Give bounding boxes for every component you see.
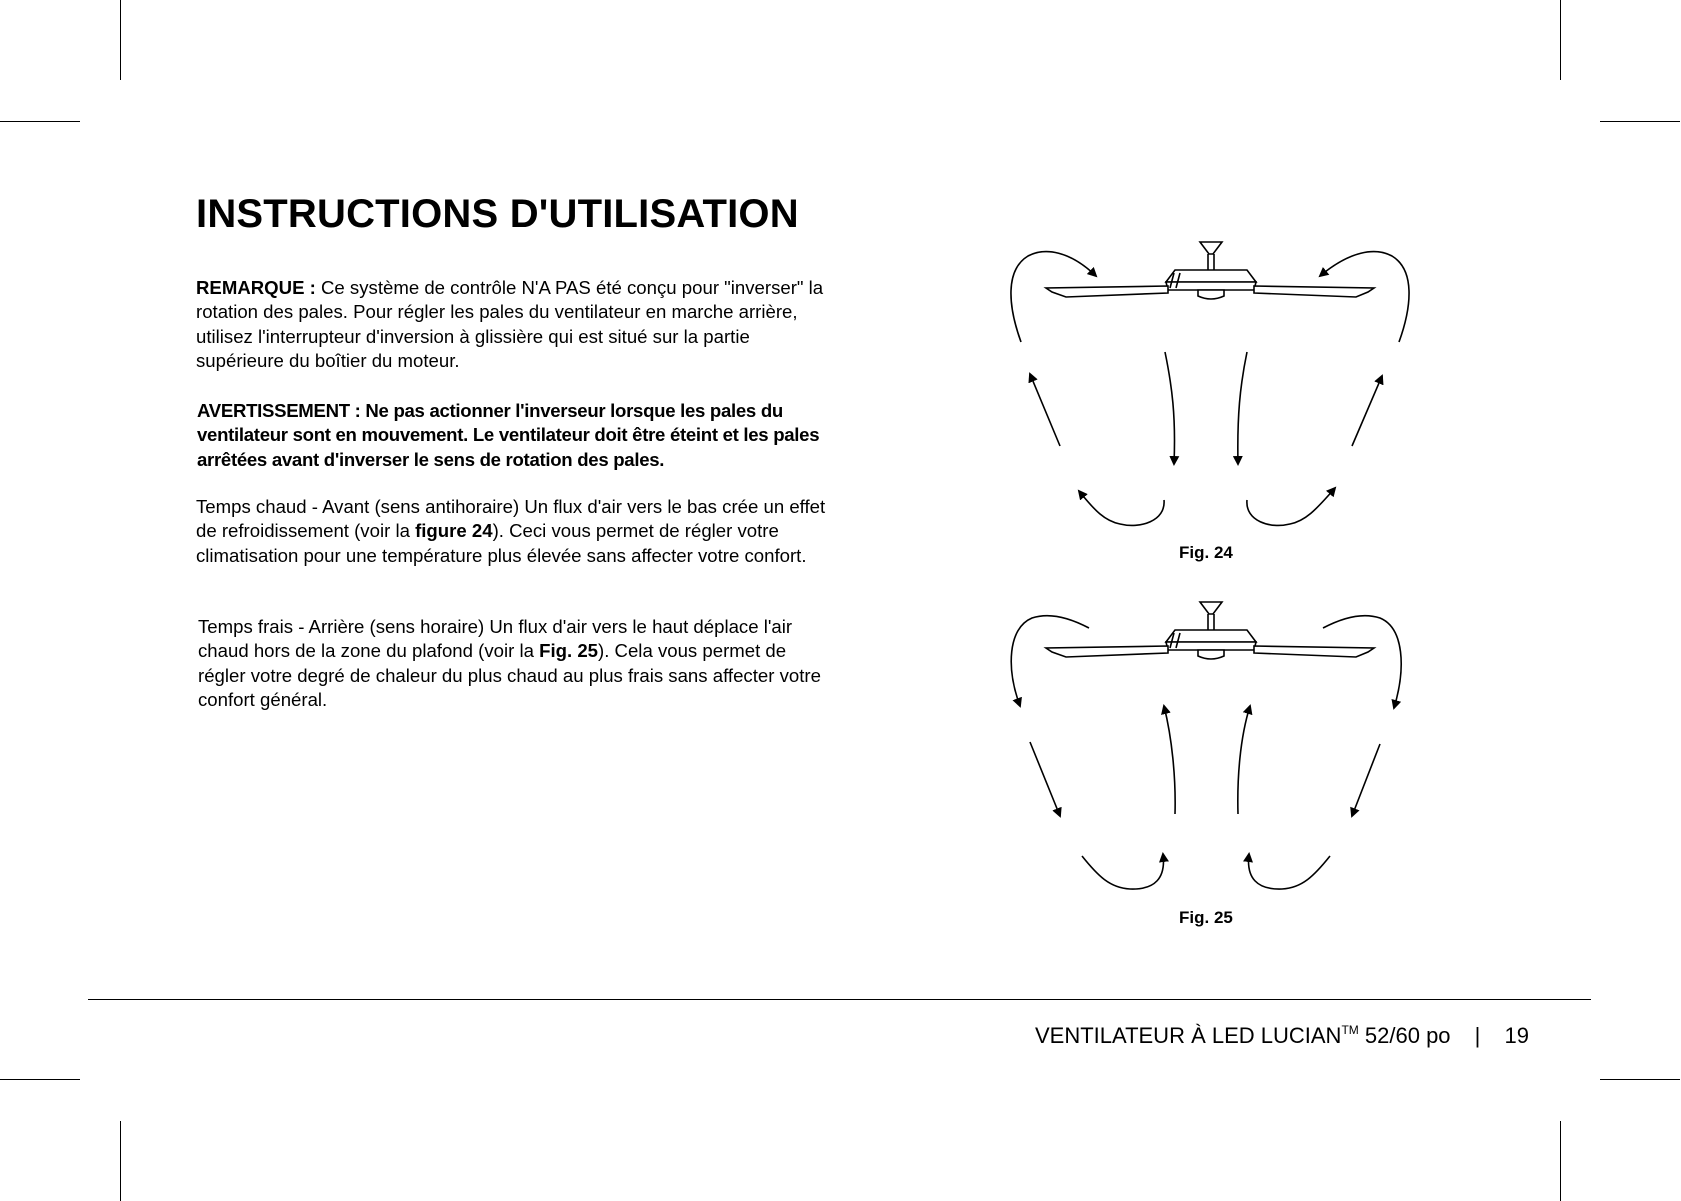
ceiling-fan-icon: [1046, 242, 1374, 299]
page-number: 19: [1504, 1023, 1529, 1048]
warm-text-2: ). Ceci vous permet de régler votre climatisation pour une température plus élevée sans affecter votre confort.: [196, 520, 807, 566]
cool-text-2: ). Cela vous permet de régler votre degré de chaleur du plus chaud au plus frais sans affecter votre confort général.: [198, 640, 821, 711]
crop-mark: [120, 0, 121, 80]
crop-mark: [1560, 0, 1561, 80]
fig-25-diagram: [1000, 598, 1420, 898]
cool-weather-paragraph: [198, 615, 838, 713]
crop-mark: [0, 121, 80, 122]
figure-24-reference: figure 24: [415, 520, 493, 542]
warning-paragraph: [197, 399, 837, 472]
warm-text-1: Temps chaud - Avant (sens antihoraire) Un flux d'air vers le bas crée un effet de refroidissement (voir la: [196, 496, 826, 542]
ceiling-fan-icon: [1046, 602, 1374, 659]
figure-25-reference: Fig. 25: [539, 640, 599, 662]
footer-divider: [88, 999, 1591, 1000]
fig-25-caption: Fig. 25: [1179, 908, 1233, 927]
footer-product-name: VENTILATEUR À LED LUCIAN: [1035, 1023, 1342, 1048]
note-paragraph: [196, 276, 836, 374]
cool-text-1: Temps frais - Arrière (sens horaire) Un flux d'air vers le haut déplace l'air chaud hors de la zone du plafond (voir la: [198, 616, 793, 662]
warning-label: AVERTISSEMENT :: [197, 400, 361, 421]
crop-mark: [1600, 1079, 1680, 1080]
crop-mark: [1560, 1121, 1561, 1201]
warning-text: Ne pas actionner l'inverseur lorsque les pales du ventilateur sont en mouvement. Le ventilateur doit être éteint et les pales arrêtées avant d'inverser le sens de rotation des pales.: [197, 400, 820, 470]
crop-mark: [120, 1121, 121, 1201]
crop-mark: [1600, 121, 1680, 122]
footer-size: 52/60 po: [1364, 1023, 1451, 1048]
note-label: REMARQUE :: [196, 277, 316, 298]
warm-weather-paragraph: [196, 495, 836, 568]
crop-mark: [0, 1079, 80, 1080]
footer-separator: |: [1474, 1023, 1481, 1048]
page-title: INSTRUCTIONS D'UTILISATION: [196, 192, 799, 236]
note-text: Ce système de contrôle N'A PAS été conçu pour "inverser" la rotation des pales. Pour régler les pales du ventilateur en marche arrière, utilisez l'interrupteur d'inversion à glissière qui est situé sur la partie supérieure du boîtier du moteur.: [196, 277, 824, 372]
page-footer: [1035, 1017, 1529, 1049]
fig-24-caption: Fig. 24: [1179, 543, 1233, 562]
fig-24-diagram: [1000, 236, 1420, 536]
trademark-symbol: TM: [1341, 1023, 1359, 1037]
